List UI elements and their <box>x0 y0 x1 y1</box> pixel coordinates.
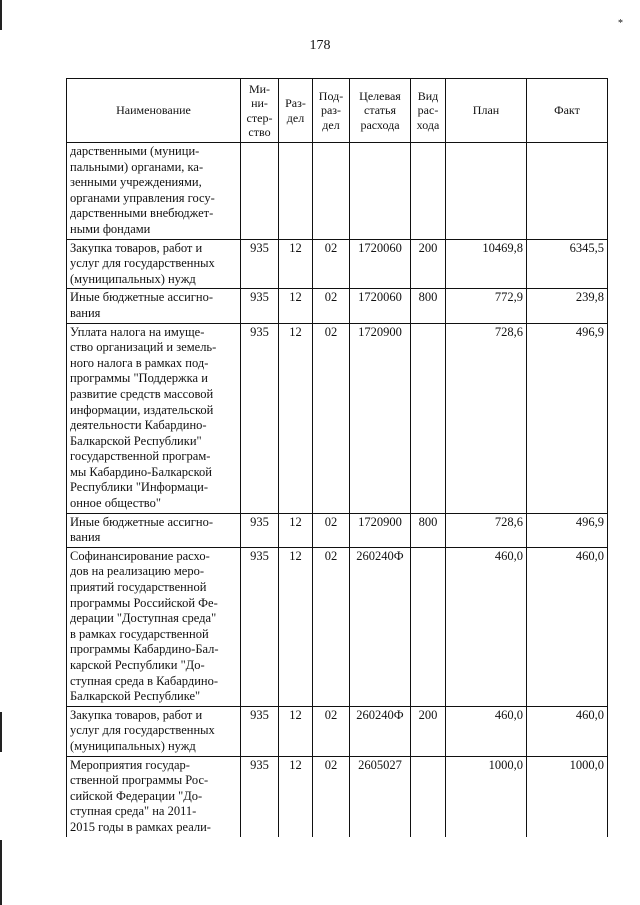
expense-kind-cell: 200 <box>411 706 446 756</box>
name-cell: Иные бюджетные ассигно- вания <box>67 289 241 323</box>
name-cell: Мероприятия государ- ственной программы Рос- сийской Федерации "До- ступная среда" на 2011- 2015 годы в рамках реали- <box>67 756 241 836</box>
header-subsection: Под- раз- дел <box>313 79 350 143</box>
plan-cell: 460,0 <box>446 706 527 756</box>
header-expense-kind: Вид рас- хода <box>411 79 446 143</box>
subsection-cell: 02 <box>313 547 350 706</box>
expense-kind-cell: 800 <box>411 513 446 547</box>
ministry-cell: 935 <box>241 513 279 547</box>
table-body <box>67 143 608 837</box>
target-article-cell: 1720060 <box>350 239 411 289</box>
name-cell: Софинансирование расхо- дов на реализацию меро- приятий государственной программы Российской Фе- дерации "Доступная среда" в рамках государственной программы Кабардино-Бал- карской Республики "До- ступная среда в Кабардино- Балкарской Республике" <box>67 547 241 706</box>
page-number: 178 <box>309 38 331 53</box>
plan-cell: 1000,0 <box>446 756 527 836</box>
table-row <box>67 513 608 547</box>
table-row <box>67 547 608 706</box>
header-target-article: Целевая статья расхода <box>350 79 411 143</box>
fact-cell: 239,8 <box>527 289 608 323</box>
section-cell: 12 <box>279 756 313 836</box>
binding-edge-middle <box>0 712 2 752</box>
ministry-cell: 935 <box>241 289 279 323</box>
subsection-cell: 02 <box>313 239 350 289</box>
plan-cell: 460,0 <box>446 547 527 706</box>
name-cell: Иные бюджетные ассигно- вания <box>67 513 241 547</box>
ministry-cell <box>241 143 279 240</box>
fact-cell: 6345,5 <box>527 239 608 289</box>
ministry-cell: 935 <box>241 239 279 289</box>
subsection-cell: 02 <box>313 706 350 756</box>
section-cell: 12 <box>279 513 313 547</box>
ministry-cell: 935 <box>241 547 279 706</box>
fact-cell: 496,9 <box>527 513 608 547</box>
expense-kind-cell <box>411 323 446 513</box>
header-ministry: Ми- ни- стер- ство <box>241 79 279 143</box>
subsection-cell: 02 <box>313 513 350 547</box>
expense-kind-cell <box>411 143 446 240</box>
subsection-cell <box>313 143 350 240</box>
header-fact: Факт <box>527 79 608 143</box>
target-article-cell <box>350 143 411 240</box>
target-article-cell: 1720060 <box>350 289 411 323</box>
fact-cell: 460,0 <box>527 547 608 706</box>
section-cell: 12 <box>279 547 313 706</box>
section-cell: 12 <box>279 239 313 289</box>
table-row <box>67 289 608 323</box>
name-cell: Закупка товаров, работ и услуг для государственных (муниципальных) нужд <box>67 239 241 289</box>
header-section: Раз- дел <box>279 79 313 143</box>
table-row <box>67 323 608 513</box>
name-cell: дарственными (муници- пальными) органами, ка- зенными учреждениями, органами управления госу- дарственными внебюджет- ными фондами <box>67 143 241 240</box>
plan-cell: 728,6 <box>446 513 527 547</box>
fact-cell: 460,0 <box>527 706 608 756</box>
binding-edge-top <box>0 0 2 30</box>
target-article-cell: 1720900 <box>350 513 411 547</box>
fact-cell <box>527 143 608 240</box>
ministry-cell: 935 <box>241 706 279 756</box>
name-cell: Закупка товаров, работ и услуг для государственных (муниципальных) нужд <box>67 706 241 756</box>
table-row <box>67 706 608 756</box>
expense-kind-cell <box>411 756 446 836</box>
table-header-row <box>67 79 608 143</box>
binding-edge-bottom <box>0 840 2 905</box>
header-name: Наименование <box>67 79 241 143</box>
fact-cell: 496,9 <box>527 323 608 513</box>
ministry-cell: 935 <box>241 756 279 836</box>
plan-cell: 728,6 <box>446 323 527 513</box>
plan-cell <box>446 143 527 240</box>
table-row <box>67 756 608 836</box>
name-cell: Уплата налога на имуще- ство организаций и земель- ного налога в рамках под- программы "Поддержка и развитие средств массовой информации, издательской деятельности Кабардино- Балкарской Республики" государственной програм- мы Кабардино-Балкарской Республики "Информаци- онное общество" <box>67 323 241 513</box>
target-article-cell: 2605027 <box>350 756 411 836</box>
expense-kind-cell: 800 <box>411 289 446 323</box>
expense-kind-cell: 200 <box>411 239 446 289</box>
table-row <box>67 239 608 289</box>
fact-cell: 1000,0 <box>527 756 608 836</box>
subsection-cell: 02 <box>313 756 350 836</box>
expense-kind-cell <box>411 547 446 706</box>
section-cell: 12 <box>279 706 313 756</box>
section-cell: 12 <box>279 289 313 323</box>
plan-cell: 10469,8 <box>446 239 527 289</box>
header-plan: План <box>446 79 527 143</box>
subsection-cell: 02 <box>313 323 350 513</box>
plan-cell: 772,9 <box>446 289 527 323</box>
target-article-cell: 1720900 <box>350 323 411 513</box>
target-article-cell: 260240Ф <box>350 706 411 756</box>
ministry-cell: 935 <box>241 323 279 513</box>
budget-table <box>66 78 608 837</box>
section-cell: 12 <box>279 323 313 513</box>
corner-mark: * <box>618 18 623 29</box>
section-cell <box>279 143 313 240</box>
target-article-cell: 260240Ф <box>350 547 411 706</box>
subsection-cell: 02 <box>313 289 350 323</box>
table-row <box>67 143 608 240</box>
